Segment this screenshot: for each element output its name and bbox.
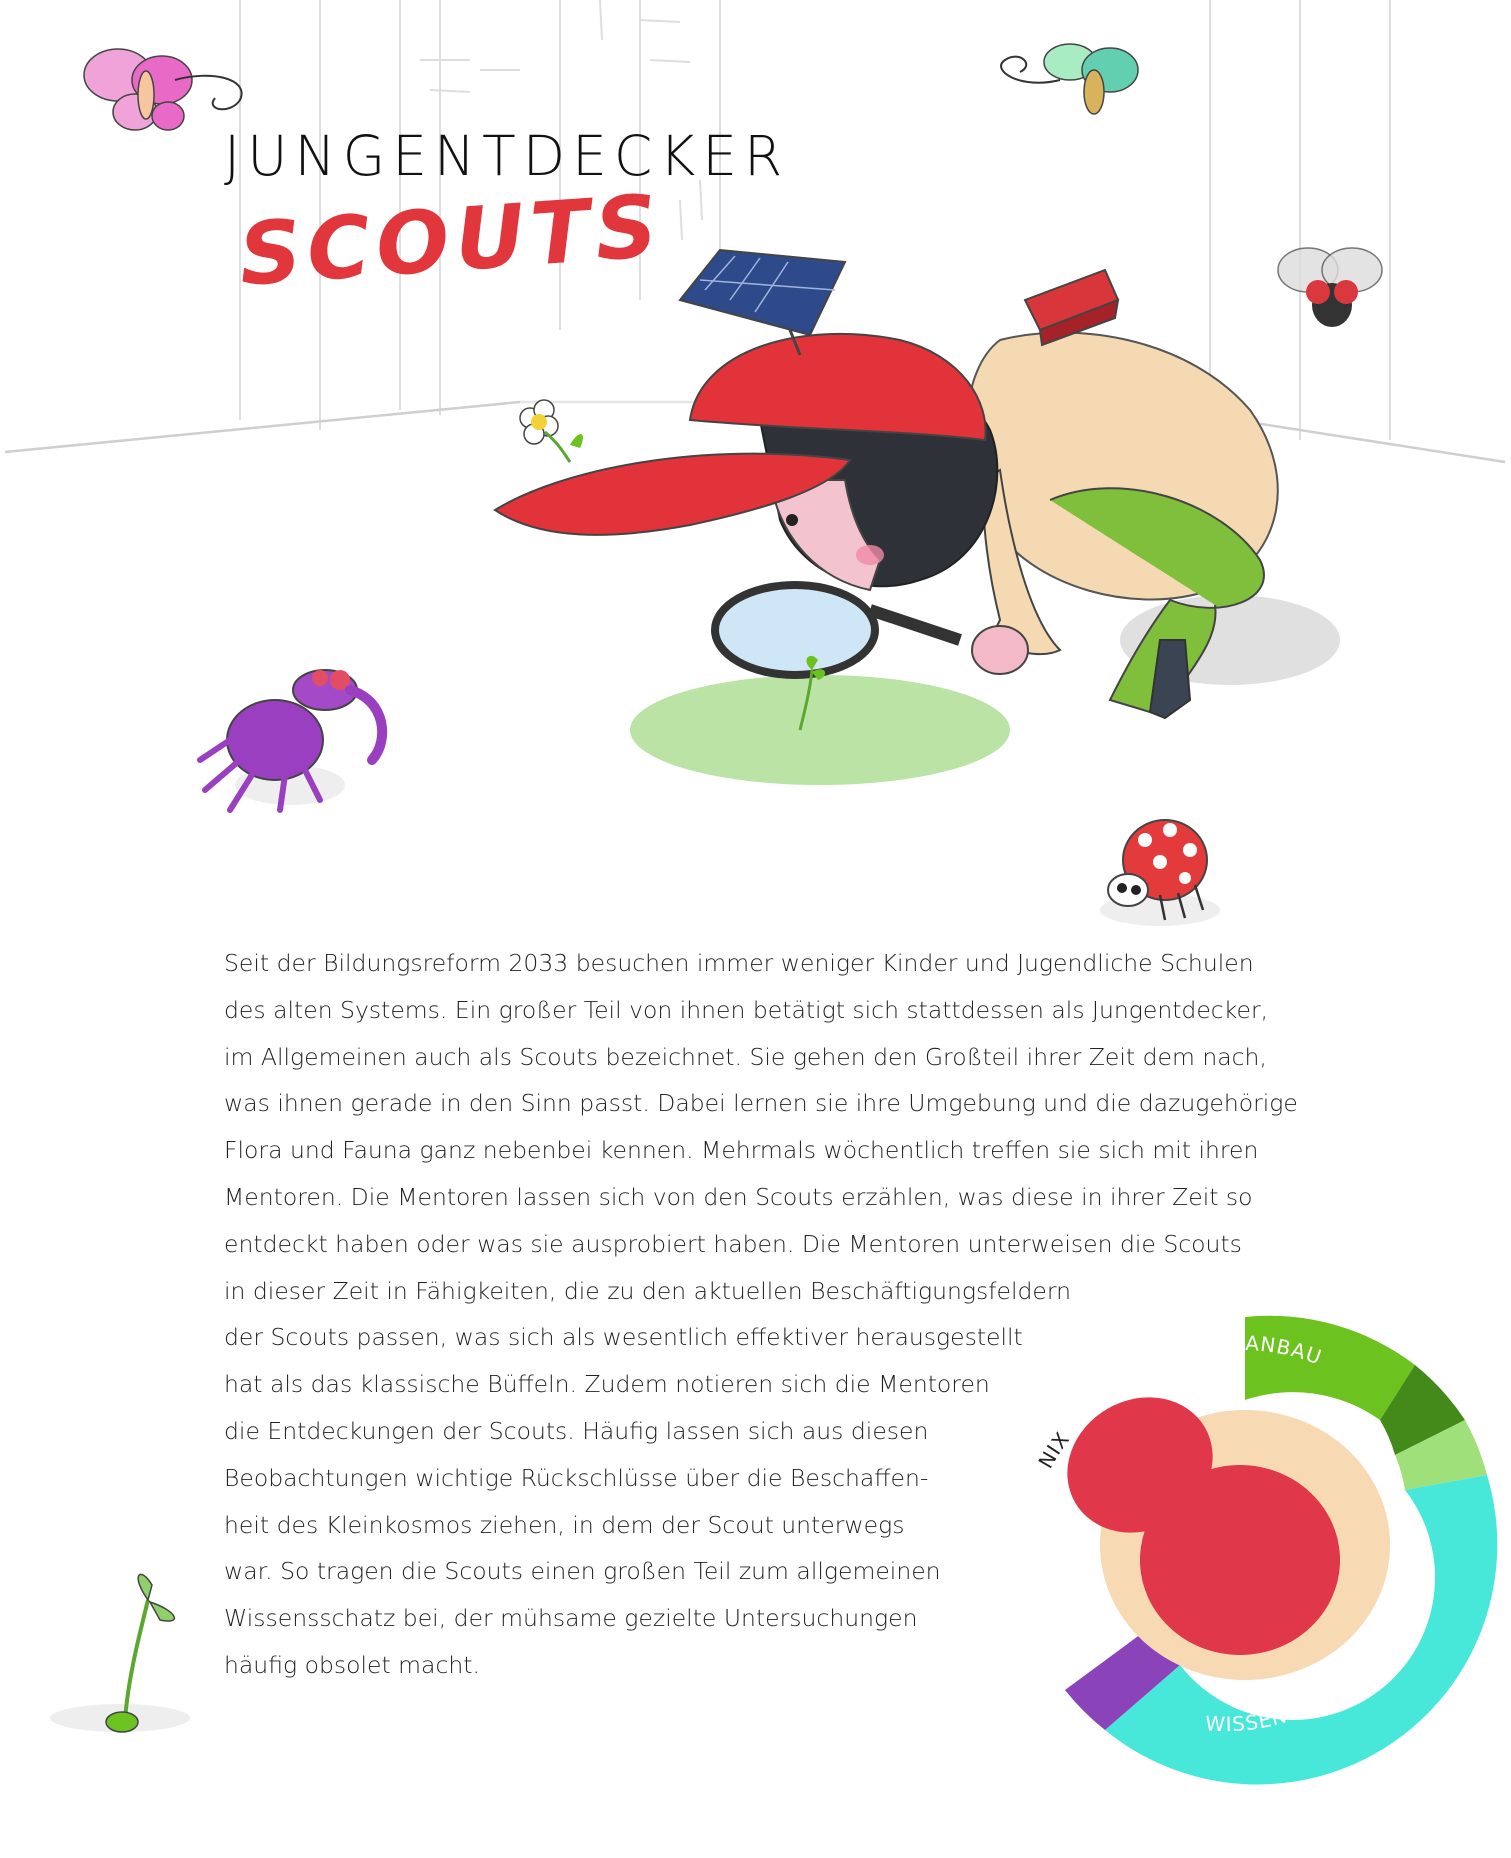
wheel-label-anbau: ANBAU <box>1244 1330 1326 1370</box>
wheel-label-wissen: WISSEN <box>1204 1703 1291 1737</box>
beetle-purple-icon <box>200 670 382 810</box>
article-line: heit des Kleinkosmos ziehen, in dem der Scout unterwegs <box>224 1510 905 1539</box>
page-title: JUNGENTDECKER <box>224 124 790 188</box>
article-line: häufig obsolet macht. <box>224 1650 480 1679</box>
article-line: war. So tragen die Scouts einen großen Teil zum allgemeinen <box>224 1557 941 1586</box>
butterfly-pink-icon <box>84 49 242 130</box>
article-line: Beobachtungen wichtige Rückschlüsse über die Beschaffen- <box>224 1463 929 1492</box>
wheel-center <box>1140 1465 1340 1655</box>
article-line: was ihnen gerade in den Sinn passt. Dabei lernen sie ihre Umgebung und die dazugehörige <box>224 1089 1298 1118</box>
article-line: die Entdeckungen der Scouts. Häufig lassen sich aus diesen <box>224 1416 929 1445</box>
article-line: im Allgemeinen auch als Scouts bezeichnet. Sie gehen den Großteil ihrer Zeit dem nach, <box>224 1042 1267 1071</box>
article-line: Mentoren. Die Mentoren lassen sich von den Scouts erzählen, was diese in ihrer Zeit so <box>224 1182 1253 1211</box>
knowledge-wheel <box>1010 1290 1510 1790</box>
article-line: der Scouts passen, was sich als wesentlich effektiver herausgestellt <box>224 1323 1023 1352</box>
article-line: Wissensschatz bei, der mühsame gezielte Untersuchungen <box>224 1604 918 1633</box>
scout-child-illustration <box>495 250 1340 785</box>
fly-icon <box>1278 248 1382 327</box>
flower-icon <box>520 400 583 462</box>
wheel-label-nix: NIX <box>1033 1427 1075 1473</box>
butterfly-green-icon <box>1001 44 1138 114</box>
article-line: des alten Systems. Ein großer Teil von ihnen betätigt sich stattdessen als Jungentdecker, <box>224 995 1269 1024</box>
article-line: entdeckt haben oder was sie ausprobiert haben. Die Mentoren unterweisen die Scouts <box>224 1229 1242 1258</box>
article-line: hat als das klassische Büffeln. Zudem notieren sich die Mentoren <box>224 1370 990 1399</box>
ladybug-icon <box>1100 820 1220 926</box>
article-line: Flora und Fauna ganz nebenbei kennen. Mehrmals wöchentlich treffen sie sich mit ihren <box>224 1136 1259 1165</box>
brand-title: SCOUTS <box>236 176 667 306</box>
sprout-icon <box>50 1574 190 1732</box>
wheel-segment-anbau <box>1245 1316 1415 1420</box>
article-line: Seit der Bildungsreform 2033 besuchen immer weniger Kinder und Jugendliche Schulen <box>224 949 1254 977</box>
article-line: in dieser Zeit in Fähigkeiten, die zu den aktuellen Beschäftigungsfeldern <box>224 1276 1072 1305</box>
